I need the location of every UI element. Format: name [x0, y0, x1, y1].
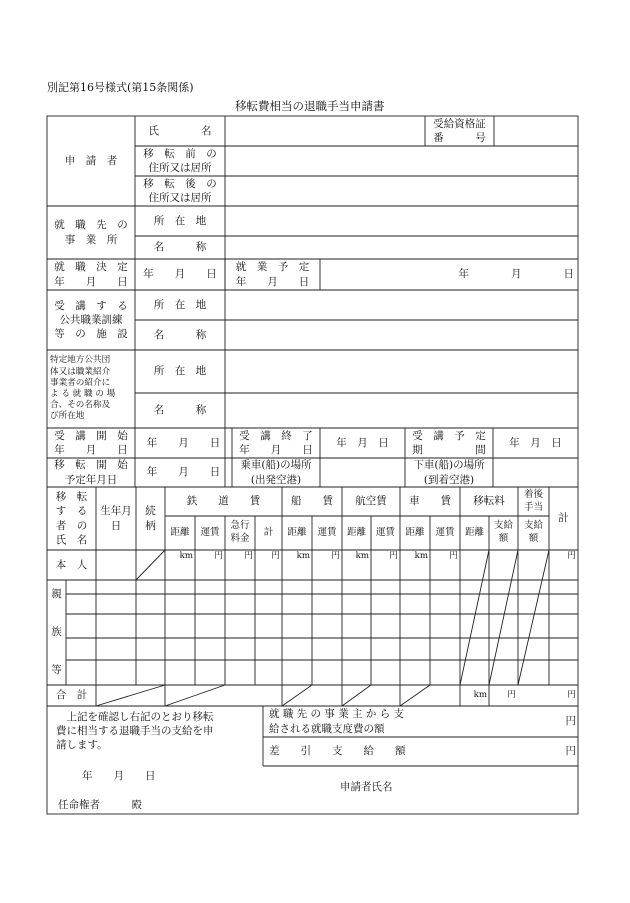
new-address-field[interactable]: [225, 176, 578, 206]
car-fare-sub-header: 運賃: [435, 526, 455, 538]
balance-yen: 円: [565, 745, 576, 758]
applicant-name-label: 申請者氏名: [340, 780, 393, 793]
balance-label: 差 引 支 給 額: [269, 745, 406, 758]
employer-paid-label: 就 職 先 の 事 業 主 か ら 支 給される就職支度費の額: [269, 708, 405, 735]
alighting-place-field[interactable]: [493, 458, 578, 487]
unit-yen: 円: [271, 551, 280, 561]
course-end-date[interactable]: 年 月 日: [336, 436, 389, 449]
movers-name-header: 移 転 す る 者 の 氏 名: [55, 491, 88, 546]
unit-km: km: [179, 551, 193, 561]
ship-distance-header: 距離: [287, 526, 307, 538]
boarding-place-label: 乗車(船)の場所 (出発空港): [240, 459, 312, 486]
special-section-label: 特定地方公共団 体又は職業紹介 事業者の紹介に よ る 就 職 の 場 合、その名称及 び所在地: [50, 355, 116, 422]
car-distance-header: 距離: [405, 526, 425, 538]
course-planned-date[interactable]: 年 月 日: [509, 436, 562, 449]
applicant-section-label: 申 請 者: [64, 154, 118, 167]
unit-yen: 円: [214, 551, 223, 561]
total-header: 計: [558, 512, 569, 525]
unit-yen: 円: [331, 551, 340, 561]
boarding-place-field[interactable]: [320, 458, 405, 487]
form-title: 移転費相当の退職手当申請書: [235, 99, 385, 113]
family-label-2: 族: [51, 625, 62, 638]
training-name-label: 名 称: [153, 328, 207, 341]
air-distance-header: 距離: [346, 526, 366, 538]
rail-fare-sub-header: 運賃: [200, 526, 220, 538]
relocation-paid-header: 支給 額: [493, 520, 513, 544]
training-location-label: 所 在 地: [153, 298, 207, 311]
training-location-field[interactable]: [225, 290, 578, 320]
special-location-field[interactable]: [225, 350, 578, 393]
car-fare-header: 車 賃: [409, 495, 451, 508]
arrival-allowance-header: 着後 手当: [523, 488, 543, 513]
move-start-date[interactable]: 年 月 日: [146, 466, 221, 479]
course-start-date[interactable]: 年 月 日: [146, 436, 221, 449]
unit-yen: 円: [567, 689, 576, 700]
course-start-label: 受 講 開 始 年 月 日: [54, 429, 128, 456]
employer-paid-yen: 円: [565, 715, 576, 728]
special-name-label: 名 称: [153, 404, 207, 417]
applicant-signature-field[interactable]: [430, 778, 570, 796]
arrival-paid-header: 支給 額: [523, 520, 543, 544]
insurance-no-field[interactable]: [494, 116, 578, 146]
relocation-distance-header: 距離: [464, 526, 484, 538]
unit-km: km: [414, 551, 428, 561]
employment-planned-label: 就 業 予 定 年 月 日: [235, 261, 310, 288]
course-end-label: 受 講 終 了 年 月 日: [239, 429, 313, 456]
employer-location-label: 所 在 地: [153, 214, 207, 227]
name-field[interactable]: [225, 116, 425, 146]
employer-name-field[interactable]: [225, 236, 578, 259]
course-planned-label: 受 講 予 定 期 間: [412, 429, 486, 456]
new-address-label: 移 転 後 の 住所又は居所: [143, 177, 217, 204]
special-location-label: 所 在 地: [153, 365, 207, 378]
employment-decided-label: 就 職 決 定 年 月 日: [54, 261, 128, 288]
rail-fare-header: 鉄 道 賃: [186, 495, 261, 508]
training-section-label: 受 講 す る 公共職業訓練 等 の 施 設: [54, 299, 128, 341]
relation-header: 続 柄: [145, 505, 156, 532]
name-label: 氏 名: [148, 124, 212, 137]
form-number: 別記第16号様式(第15条関係): [47, 81, 194, 94]
self-row-label: 本 人: [55, 558, 88, 571]
special-name-field[interactable]: [225, 393, 578, 428]
sum-row-label: 合 計: [55, 689, 88, 702]
employment-decided-date[interactable]: 年 月 日: [143, 268, 217, 281]
alighting-place-label: 下車(船)の場所 (到着空港): [413, 459, 485, 486]
ship-fare-header: 船 賃: [291, 495, 333, 508]
ship-fare-sub-header: 運賃: [317, 526, 337, 538]
application-statement: 上記を確認し右記のとおり移転 費に相当する退職手当の支給を申 請します。: [56, 711, 214, 752]
express-fee-header: 急行 料金: [230, 520, 250, 544]
unit-km: km: [355, 551, 369, 561]
rail-subtotal-header: 計: [263, 526, 274, 538]
prev-address-label: 移 転 前 の 住所又は居所: [143, 147, 217, 174]
employer-location-field[interactable]: [225, 206, 578, 236]
unit-yen: 円: [449, 551, 458, 561]
unit-yen: 円: [244, 551, 253, 561]
application-date[interactable]: 年 月 日: [82, 769, 156, 782]
air-fare-header: 航空賃: [355, 495, 387, 508]
family-label-3: 等: [51, 663, 62, 676]
unit-km: km: [473, 689, 487, 700]
rail-distance-header: 距離: [170, 526, 190, 538]
insurance-no-label: 受給資格証 番 号: [433, 117, 486, 144]
air-fare-sub-header: 運賃: [375, 526, 395, 538]
prev-address-field[interactable]: [225, 146, 578, 176]
unit-yen: 円: [389, 551, 398, 561]
training-name-field[interactable]: [225, 320, 578, 350]
move-start-label: 移 転 開 始 予定年月日: [54, 459, 128, 486]
employer-name-label: 名 称: [153, 241, 207, 254]
unit-yen: 円: [507, 689, 516, 700]
unit-km: km: [296, 551, 310, 561]
family-label-1: 親: [51, 587, 62, 600]
birth-date-header: 生年月 日: [100, 505, 132, 532]
appointer-addressee: 任命権者 殿: [58, 798, 142, 811]
employer-section-label: 就 職 先 の 事 業 所: [54, 219, 128, 246]
unit-yen: 円: [567, 551, 576, 561]
relocation-fee-header: 移転料: [473, 495, 505, 508]
employment-planned-date[interactable]: 年 月 日: [458, 268, 574, 281]
